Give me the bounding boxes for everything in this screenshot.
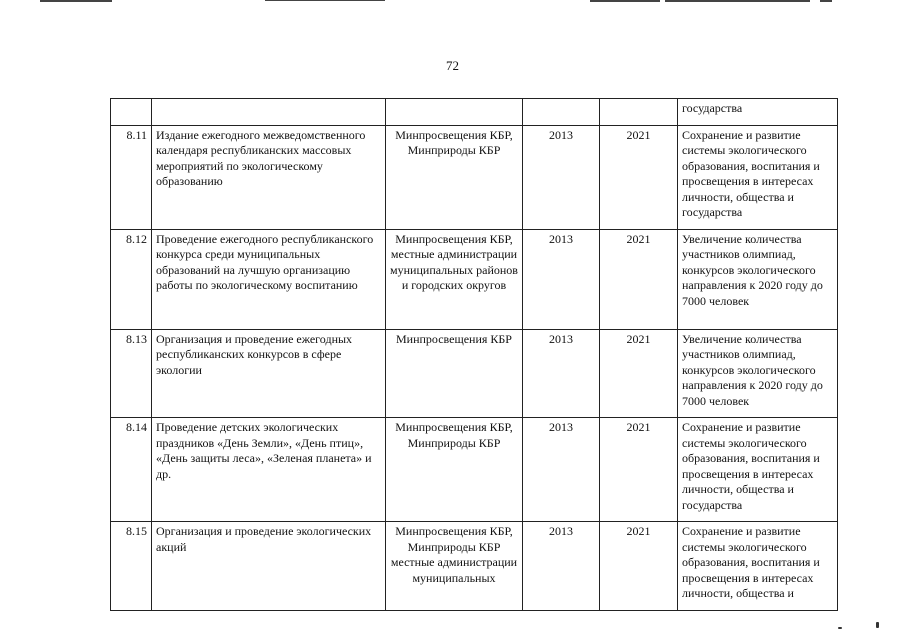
end-year-cell: 2021	[600, 229, 678, 329]
end-year-cell: 2021	[600, 418, 678, 522]
program-activities-table	[110, 98, 838, 611]
row-number: 8.12	[111, 229, 152, 329]
result-cell: государства	[678, 99, 838, 126]
event-cell: Организация и проведение ежегодных республиканских конкурсов в сфере экологии	[152, 329, 386, 418]
scan-artifact-line	[265, 0, 385, 1]
row-number: 8.15	[111, 522, 152, 611]
row-number: 8.11	[111, 125, 152, 229]
table-row	[111, 125, 838, 229]
table-row	[111, 418, 838, 522]
end-year-cell: 2021	[600, 125, 678, 229]
event-cell: Организация и проведение экологических акций	[152, 522, 386, 611]
start-year-cell: 2013	[523, 522, 600, 611]
table-row	[111, 329, 838, 418]
event-cell: Проведение ежегодного республиканского конкурса среди муниципальных образований на лучшую организацию работы по экологическому воспитанию	[152, 229, 386, 329]
end-year-cell	[600, 99, 678, 126]
row-number	[111, 99, 152, 126]
scan-speck	[838, 627, 842, 629]
event-cell: Проведение детских экологических праздников «День Земли», «День птиц», «День защиты леса», «Зеленая планета» и др.	[152, 418, 386, 522]
table-row	[111, 229, 838, 329]
end-year-cell: 2021	[600, 522, 678, 611]
scan-artifact-line	[820, 0, 832, 2]
executor-cell: Минпросвещения КБР, Минприроды КБР	[386, 418, 523, 522]
page-number: 72	[446, 58, 459, 73]
executor-cell: Минпросвещения КБР, местные администрации муниципальных районов и городских округов	[386, 229, 523, 329]
event-cell: Издание ежегодного межведомственного календаря республиканских массовых мероприятий по экологическому образованию	[152, 125, 386, 229]
result-cell: Увеличение количества участников олимпиад, конкурсов экологического направления к 2020 году до 7000 человек	[678, 329, 838, 418]
scan-speck	[876, 622, 879, 628]
event-cell	[152, 99, 386, 126]
table-row	[111, 522, 838, 611]
result-cell: Увеличение количества участников олимпиад, конкурсов экологического направления к 2020 году до 7000 человек	[678, 229, 838, 329]
start-year-cell: 2013	[523, 329, 600, 418]
end-year-cell: 2021	[600, 329, 678, 418]
executor-cell	[386, 99, 523, 126]
scan-artifact-line	[40, 0, 112, 2]
executor-cell: Минпросвещения КБР, Минприроды КБР местные администрации муниципальных	[386, 522, 523, 611]
row-number: 8.14	[111, 418, 152, 522]
executor-cell: Минпросвещения КБР	[386, 329, 523, 418]
start-year-cell: 2013	[523, 125, 600, 229]
result-cell: Сохранение и развитие системы экологического образования, воспитания и просвещения в интересах личности, общества и	[678, 522, 838, 611]
start-year-cell: 2013	[523, 229, 600, 329]
scan-artifact-line	[590, 0, 660, 2]
start-year-cell: 2013	[523, 418, 600, 522]
result-cell: Сохранение и развитие системы экологического образования, воспитания и просвещения в интересах личности, общества и государства	[678, 418, 838, 522]
table-row	[111, 99, 838, 126]
executor-cell: Минпросвещения КБР, Минприроды КБР	[386, 125, 523, 229]
start-year-cell	[523, 99, 600, 126]
result-cell: Сохранение и развитие системы экологического образования, воспитания и просвещения в интересах личности, общества и государства	[678, 125, 838, 229]
row-number: 8.13	[111, 329, 152, 418]
scan-artifact-line	[665, 0, 810, 2]
